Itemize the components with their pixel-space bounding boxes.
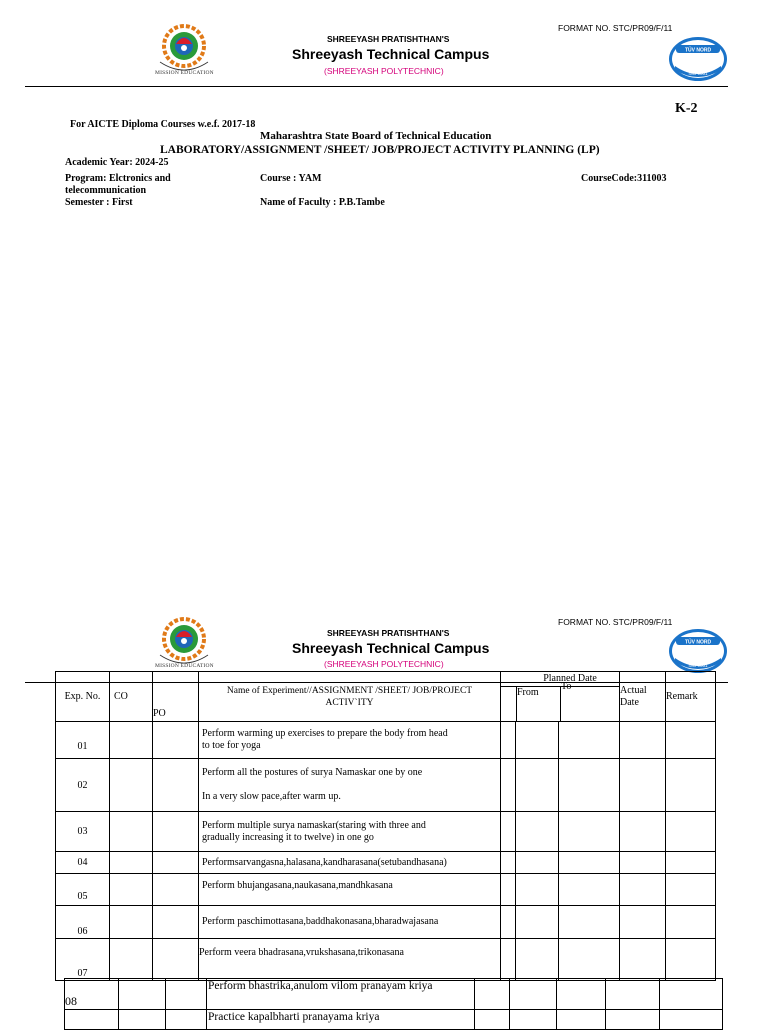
row-experiment: Practice kapalbharti pranayama kriya [207, 1010, 475, 1030]
row-experiment [199, 722, 501, 759]
table-row [56, 874, 716, 906]
header-from: From [517, 687, 561, 721]
iso-text-2: ISO 9001 [688, 663, 708, 668]
row-text-line2: to toe for yoga [202, 740, 261, 751]
semester: Semester : First [65, 197, 133, 208]
tuv-nord-certification-icon-2 [667, 628, 729, 674]
polytechnic-name-2: (SHREEYASH POLYTECHNIC) [324, 659, 444, 669]
activity-planning-table-continued [64, 978, 723, 1030]
aicte-line: For AICTE Diploma Courses w.e.f. 2017-18 [70, 119, 256, 130]
course-name: Course : YAM [260, 173, 322, 184]
row-experiment: Performsarvangasna,halasana,kandharasana(setubandhasana) [199, 852, 501, 874]
header-actual-date [620, 672, 666, 722]
header-planned-date [501, 672, 620, 722]
course-code: CourseCode:311003 [581, 173, 667, 184]
row-exp-no: 02 [56, 759, 110, 812]
board-name: Maharashtra State Board of Technical Education [260, 130, 492, 142]
faculty-name: Name of Faculty : P.B.Tambe [260, 197, 385, 208]
row-experiment: Perform bhujangasana,naukasana,mandhkasana [199, 874, 501, 906]
pratishthan-name: SHREEYASH PRATISHTHAN'S [327, 34, 450, 44]
row-exp-no: 01 [56, 722, 110, 759]
page-title: LABORATORY/ASSIGNMENT /SHEET/ JOB/PROJECT ACTIVITY PLANNING (LP) [160, 144, 600, 156]
row-experiment: Perform bhastrika,anulom vilom pranayam kriya [207, 979, 475, 1010]
row-text-line2: gradually increasing it to twelve) in one go [202, 831, 374, 843]
header-to: To [561, 681, 572, 692]
row-text-line1: Perform multiple surya namaskar(staring with three and [202, 819, 426, 831]
header-remark: Remark [666, 672, 716, 722]
row-experiment [199, 759, 501, 812]
table-header-row [56, 672, 716, 722]
header-name-line1: Name of Experiment//ASSIGNMENT /SHEET/ JOB/PROJECT [226, 685, 473, 696]
table-row [56, 852, 716, 874]
tuv-nord-certification-icon [667, 36, 729, 82]
header-name-line2: ACTIV`ITY [325, 697, 374, 708]
header-po: PO [153, 672, 199, 722]
row-exp-no: 05 [56, 874, 110, 906]
row-exp-no: 06 [56, 906, 110, 939]
header-actual-line2: Date [620, 696, 639, 708]
iso-text: ISO 9001 [688, 71, 708, 76]
row-experiment: Perform paschimottasana,baddhakonasana,bharadwajasana [199, 906, 501, 939]
row-exp-no: 04 [56, 852, 110, 874]
format-number: FORMAT NO. STC/PR09/F/11 [558, 23, 673, 33]
program-line1: Program: Elctronics and [65, 173, 171, 184]
tuv-brand-text-2: TÜV NORD [684, 639, 712, 646]
activity-planning-table [55, 671, 716, 981]
program-line2: telecommunication [65, 185, 147, 196]
table-row [56, 939, 716, 981]
k-code: K-2 [675, 101, 698, 116]
header-exp-no: Exp. No. [56, 672, 110, 722]
row-text-line2: In a very slow pace,after warm up. [202, 791, 341, 802]
header-actual-line1: Actual [620, 684, 647, 696]
format-number-2: FORMAT NO. STC/PR09/F/11 [558, 617, 673, 627]
motto-text: MISSION EDUCATION [155, 70, 214, 76]
header-divider [25, 86, 728, 87]
row-experiment [199, 812, 501, 852]
table-row [56, 906, 716, 939]
pratishthan-name-2: SHREEYASH PRATISHTHAN'S [327, 628, 450, 638]
table-row [65, 979, 723, 1010]
row-experiment: Perform veera bhadrasana,vrukshasana,trikonasana [199, 939, 501, 981]
table-row [56, 722, 716, 759]
tuv-brand-text: TÜV NORD [684, 47, 712, 54]
row-text-line1: Perform all the postures of surya Namaskar one by one [202, 767, 423, 778]
campus-name-2: Shreeyash Technical Campus [292, 640, 490, 656]
row-exp-no: 08 [65, 979, 119, 1010]
row-exp-no [65, 1010, 119, 1030]
row-text-line1: Perform warming up exercises to prepare the body from head [202, 728, 448, 739]
header-co: CO [110, 672, 153, 722]
table-row [65, 1010, 723, 1030]
polytechnic-name: (SHREEYASH POLYTECHNIC) [324, 66, 444, 76]
planned-date-label: Planned Date [543, 673, 597, 684]
motto-text-2: MISSION EDUCATION [155, 663, 214, 669]
campus-name: Shreeyash Technical Campus [292, 46, 490, 62]
header-experiment-name [199, 672, 501, 722]
table-row [56, 759, 716, 812]
row-exp-no: 07 [56, 939, 110, 981]
table-row [56, 812, 716, 852]
academic-year: Academic Year: 2024-25 [65, 157, 169, 168]
row-exp-no: 03 [56, 812, 110, 852]
